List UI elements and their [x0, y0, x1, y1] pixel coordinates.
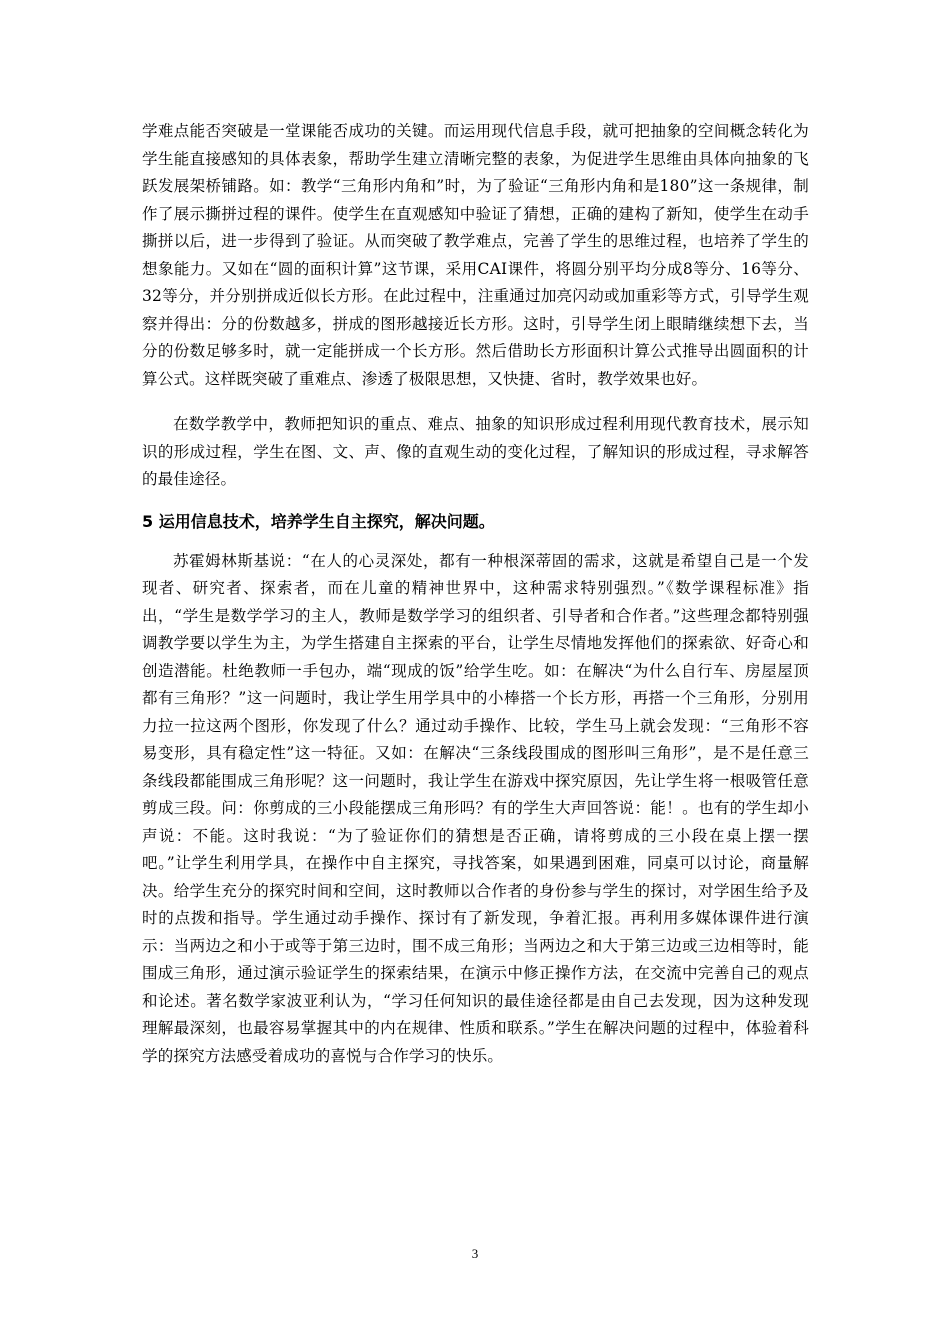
page-number: 3 [471, 1246, 479, 1261]
body-paragraph-section: 苏霍姆林斯基说：“在人的心灵深处，都有一种根深蒂固的需求，这就是希望自己是一个发现者、研究者、探索者，而在儿童的精神世界中，这种需求特别强烈。”《数学课程标准》指出，“学生是数学学习的主人，教师是数学学习的组织者、引导者和合作者。”这些理念都特别强调教学要以学生为主，为学生搭建自主探索的平台，让学生尽情地发挥他们的探索欲、好奇心和创造潜能。杜绝教师一手包办，端“现成的饭”给学生吃。如：在解决“为什么自行车、房屋屋顶都有三角形？”这一问题时，我让学生用学具中的小棒搭一个长方形，再搭一个三角形，分别用力拉一拉这两个图形，你发现了什么？通过动手操作、比较，学生马上就会发现：“三角形不容易变形，具有稳定性”这一特征。又如：在解决“三条线段围成的图形叫三角形”，是不是任意三条线段都能围成三角形呢？这一问题时，我让学生在游戏中探究原因，先让学生将一根吸管任意剪成三段。问：你剪成的三小段能摆成三角形吗？有的学生大声回答说：能！。也有的学生却小声说：不能。这时我说：“为了验证你们的猜想是否正确，请将剪成的三小段在桌上摆一摆吧。”让学生利用学具，在操作中自主探究，寻找答案，如果遇到困难，同桌可以讨论，商量解决。给学生充分的探究时间和空间，这时教师以合作者的身份参与学生的探讨，对学困生给予及时的点拨和指导。学生通过动手操作、探讨有了新发现，争着汇报。再利用多媒体课件进行演示：当两边之和小于或等于第三边时，围不成三角形；当两边之和大于第三边或三边相等时，能围成三角形，通过演示验证学生的探索结果，在演示中修正操作方法，在交流中完善自己的观点和论述。著名数学家波亚利认为，“学习任何知识的最佳途径都是由自己去发现，因为这种发现理解最深刻，也最容易掌握其中的内在规律、性质和联系。”学生在解决问题的过程中，体验着科学的探究方法感受着成功的喜悦与合作学习的快乐。 [142, 551, 809, 1065]
body-paragraph-summary: 在数学教学中，教师把知识的重点、难点、抽象的知识形成过程利用现代教育技术，展示知识的形成过程，学生在图、文、声、像的直观生动的变化过程，了解知识的形成过程，寻求解答的最佳途径。 [142, 415, 809, 488]
document-body [142, 118, 809, 1070]
section-heading: 5 运用信息技术，培养学生自主探究，解决问题。 [142, 511, 495, 531]
body-paragraph-continued: 学难点能否突破是一堂课能否成功的关键。而运用现代信息手段，就可把抽象的空间概念转化为学生能直接感知的具体表象，帮助学生建立清晰完整的表象，为促进学生思维由具体向抽象的飞跃发展架桥铺路。如：教学“三角形内角和”时，为了验证“三角形内角和是180”这一条规律，制作了展示撕拼过程的课件。使学生在直观感知中验证了猜想，正确的建构了新知，使学生在动手撕拼以后，进一步得到了验证。从而突破了教学难点，完善了学生的思维过程，也培养了学生的想象能力。又如在“圆的面积计算”这节课，采用CAI课件，将圆分别平均分成8等分、16等分、32等分，并分别拼成近似长方形。在此过程中，注重通过加亮闪动或加重彩等方式，引导学生观察并得出：分的份数越多，拼成的图形越接近长方形。这时，引导学生闭上眼睛继续想下去，当分的份数足够多时，就一定能拼成一个长方形。然后借助长方形面积计算公式推导出圆面积的计算公式。这样既突破了重难点、渗透了极限思想，又快捷、省时，教学效果也好。 [142, 122, 809, 388]
